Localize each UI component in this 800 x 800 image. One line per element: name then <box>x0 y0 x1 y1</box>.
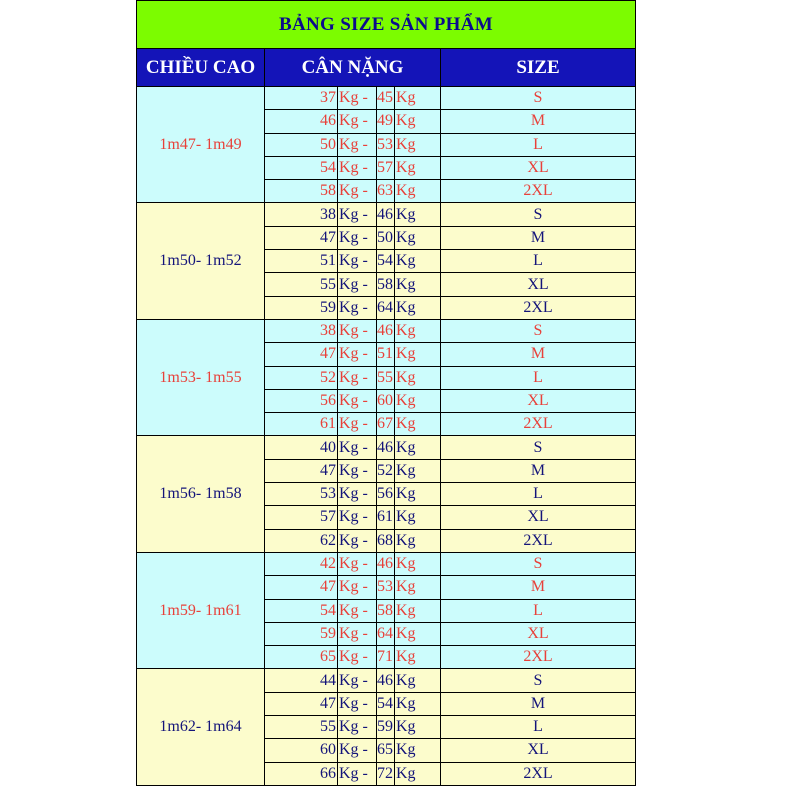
weight-max-cell: 53 <box>377 133 395 156</box>
size-cell: XL <box>441 739 636 762</box>
weight-min-cell: 55 <box>265 273 338 296</box>
weight-separator-cell: Kg - <box>338 483 377 506</box>
weight-separator-cell: Kg - <box>338 646 377 669</box>
weight-unit-cell: Kg <box>395 413 441 436</box>
weight-unit-cell: Kg <box>395 599 441 622</box>
weight-max-cell: 46 <box>377 552 395 575</box>
size-cell: L <box>441 133 636 156</box>
height-range-cell: 1m53- 1m55 <box>137 319 265 435</box>
size-chart-table <box>136 0 636 786</box>
weight-max-cell: 65 <box>377 739 395 762</box>
weight-min-cell: 37 <box>265 87 338 110</box>
height-range-cell: 1m56- 1m58 <box>137 436 265 552</box>
weight-max-cell: 71 <box>377 646 395 669</box>
weight-separator-cell: Kg - <box>338 552 377 575</box>
table-row <box>137 552 636 575</box>
weight-separator-cell: Kg - <box>338 716 377 739</box>
height-range-cell: 1m59- 1m61 <box>137 552 265 668</box>
weight-separator-cell: Kg - <box>338 459 377 482</box>
weight-max-cell: 72 <box>377 762 395 785</box>
size-cell: 2XL <box>441 296 636 319</box>
weight-unit-cell: Kg <box>395 203 441 226</box>
weight-unit-cell: Kg <box>395 622 441 645</box>
header-weight: CÂN NẶNG <box>265 49 441 87</box>
height-range-cell: 1m62- 1m64 <box>137 669 265 785</box>
weight-max-cell: 46 <box>377 436 395 459</box>
size-cell: L <box>441 250 636 273</box>
weight-max-cell: 54 <box>377 250 395 273</box>
weight-max-cell: 45 <box>377 87 395 110</box>
weight-max-cell: 51 <box>377 343 395 366</box>
size-cell: S <box>441 669 636 692</box>
weight-separator-cell: Kg - <box>338 599 377 622</box>
weight-min-cell: 65 <box>265 646 338 669</box>
weight-unit-cell: Kg <box>395 716 441 739</box>
size-cell: L <box>441 716 636 739</box>
weight-min-cell: 42 <box>265 552 338 575</box>
height-range-cell: 1m47- 1m49 <box>137 87 265 203</box>
weight-unit-cell: Kg <box>395 226 441 249</box>
weight-min-cell: 57 <box>265 506 338 529</box>
table-title: BẢNG SIZE SẢN PHẨM <box>137 1 636 49</box>
weight-min-cell: 38 <box>265 203 338 226</box>
weight-unit-cell: Kg <box>395 319 441 342</box>
weight-separator-cell: Kg - <box>338 203 377 226</box>
weight-unit-cell: Kg <box>395 296 441 319</box>
weight-min-cell: 47 <box>265 226 338 249</box>
weight-min-cell: 55 <box>265 716 338 739</box>
size-cell: S <box>441 87 636 110</box>
weight-max-cell: 68 <box>377 529 395 552</box>
weight-separator-cell: Kg - <box>338 110 377 133</box>
weight-unit-cell: Kg <box>395 739 441 762</box>
weight-separator-cell: Kg - <box>338 529 377 552</box>
weight-unit-cell: Kg <box>395 436 441 459</box>
weight-separator-cell: Kg - <box>338 87 377 110</box>
weight-separator-cell: Kg - <box>338 506 377 529</box>
header-height: CHIỀU CAO <box>137 49 265 87</box>
weight-separator-cell: Kg - <box>338 576 377 599</box>
weight-unit-cell: Kg <box>395 180 441 203</box>
size-cell: XL <box>441 389 636 412</box>
weight-unit-cell: Kg <box>395 250 441 273</box>
weight-min-cell: 56 <box>265 389 338 412</box>
weight-min-cell: 60 <box>265 739 338 762</box>
table-body <box>137 87 636 786</box>
weight-unit-cell: Kg <box>395 483 441 506</box>
weight-separator-cell: Kg - <box>338 739 377 762</box>
weight-max-cell: 55 <box>377 366 395 389</box>
weight-min-cell: 59 <box>265 296 338 319</box>
size-cell: XL <box>441 273 636 296</box>
weight-unit-cell: Kg <box>395 366 441 389</box>
weight-min-cell: 47 <box>265 343 338 366</box>
size-cell: XL <box>441 622 636 645</box>
weight-unit-cell: Kg <box>395 692 441 715</box>
weight-min-cell: 50 <box>265 133 338 156</box>
weight-unit-cell: Kg <box>395 646 441 669</box>
size-cell: M <box>441 692 636 715</box>
weight-min-cell: 54 <box>265 156 338 179</box>
weight-separator-cell: Kg - <box>338 133 377 156</box>
size-cell: S <box>441 436 636 459</box>
weight-min-cell: 66 <box>265 762 338 785</box>
weight-unit-cell: Kg <box>395 273 441 296</box>
weight-unit-cell: Kg <box>395 552 441 575</box>
size-cell: L <box>441 366 636 389</box>
weight-separator-cell: Kg - <box>338 389 377 412</box>
weight-separator-cell: Kg - <box>338 180 377 203</box>
weight-min-cell: 47 <box>265 692 338 715</box>
size-cell: M <box>441 459 636 482</box>
weight-separator-cell: Kg - <box>338 413 377 436</box>
weight-unit-cell: Kg <box>395 576 441 599</box>
size-cell: L <box>441 599 636 622</box>
weight-min-cell: 44 <box>265 669 338 692</box>
weight-max-cell: 67 <box>377 413 395 436</box>
size-cell: L <box>441 483 636 506</box>
weight-separator-cell: Kg - <box>338 273 377 296</box>
size-cell: S <box>441 552 636 575</box>
weight-min-cell: 47 <box>265 576 338 599</box>
weight-unit-cell: Kg <box>395 669 441 692</box>
weight-unit-cell: Kg <box>395 506 441 529</box>
weight-unit-cell: Kg <box>395 343 441 366</box>
weight-max-cell: 58 <box>377 599 395 622</box>
weight-separator-cell: Kg - <box>338 622 377 645</box>
weight-max-cell: 64 <box>377 622 395 645</box>
weight-max-cell: 46 <box>377 203 395 226</box>
weight-max-cell: 46 <box>377 669 395 692</box>
weight-max-cell: 57 <box>377 156 395 179</box>
weight-max-cell: 50 <box>377 226 395 249</box>
weight-min-cell: 47 <box>265 459 338 482</box>
weight-unit-cell: Kg <box>395 389 441 412</box>
size-cell: M <box>441 226 636 249</box>
weight-min-cell: 51 <box>265 250 338 273</box>
weight-separator-cell: Kg - <box>338 366 377 389</box>
weight-unit-cell: Kg <box>395 529 441 552</box>
size-cell: XL <box>441 156 636 179</box>
weight-max-cell: 53 <box>377 576 395 599</box>
size-cell: 2XL <box>441 413 636 436</box>
weight-unit-cell: Kg <box>395 762 441 785</box>
weight-unit-cell: Kg <box>395 87 441 110</box>
weight-max-cell: 52 <box>377 459 395 482</box>
table-row <box>137 669 636 692</box>
weight-min-cell: 54 <box>265 599 338 622</box>
table-row <box>137 203 636 226</box>
weight-max-cell: 64 <box>377 296 395 319</box>
weight-max-cell: 59 <box>377 716 395 739</box>
weight-max-cell: 58 <box>377 273 395 296</box>
weight-unit-cell: Kg <box>395 133 441 156</box>
size-cell: M <box>441 576 636 599</box>
weight-min-cell: 38 <box>265 319 338 342</box>
weight-min-cell: 58 <box>265 180 338 203</box>
weight-max-cell: 49 <box>377 110 395 133</box>
size-cell: 2XL <box>441 529 636 552</box>
size-cell: M <box>441 110 636 133</box>
weight-min-cell: 46 <box>265 110 338 133</box>
size-cell: 2XL <box>441 180 636 203</box>
weight-unit-cell: Kg <box>395 110 441 133</box>
weight-max-cell: 61 <box>377 506 395 529</box>
weight-separator-cell: Kg - <box>338 762 377 785</box>
weight-min-cell: 53 <box>265 483 338 506</box>
weight-separator-cell: Kg - <box>338 436 377 459</box>
weight-unit-cell: Kg <box>395 156 441 179</box>
size-cell: S <box>441 319 636 342</box>
weight-min-cell: 52 <box>265 366 338 389</box>
weight-min-cell: 40 <box>265 436 338 459</box>
weight-separator-cell: Kg - <box>338 669 377 692</box>
weight-max-cell: 54 <box>377 692 395 715</box>
weight-separator-cell: Kg - <box>338 296 377 319</box>
weight-separator-cell: Kg - <box>338 343 377 366</box>
weight-max-cell: 46 <box>377 319 395 342</box>
weight-separator-cell: Kg - <box>338 156 377 179</box>
weight-max-cell: 60 <box>377 389 395 412</box>
size-cell: 2XL <box>441 646 636 669</box>
table-row <box>137 436 636 459</box>
size-cell: XL <box>441 506 636 529</box>
weight-min-cell: 62 <box>265 529 338 552</box>
size-cell: S <box>441 203 636 226</box>
weight-separator-cell: Kg - <box>338 692 377 715</box>
table-row <box>137 319 636 342</box>
header-size: SIZE <box>441 49 636 87</box>
weight-separator-cell: Kg - <box>338 319 377 342</box>
height-range-cell: 1m50- 1m52 <box>137 203 265 319</box>
weight-min-cell: 59 <box>265 622 338 645</box>
weight-separator-cell: Kg - <box>338 250 377 273</box>
table-row <box>137 87 636 110</box>
size-cell: M <box>441 343 636 366</box>
weight-max-cell: 56 <box>377 483 395 506</box>
weight-unit-cell: Kg <box>395 459 441 482</box>
weight-separator-cell: Kg - <box>338 226 377 249</box>
weight-max-cell: 63 <box>377 180 395 203</box>
weight-min-cell: 61 <box>265 413 338 436</box>
size-cell: 2XL <box>441 762 636 785</box>
